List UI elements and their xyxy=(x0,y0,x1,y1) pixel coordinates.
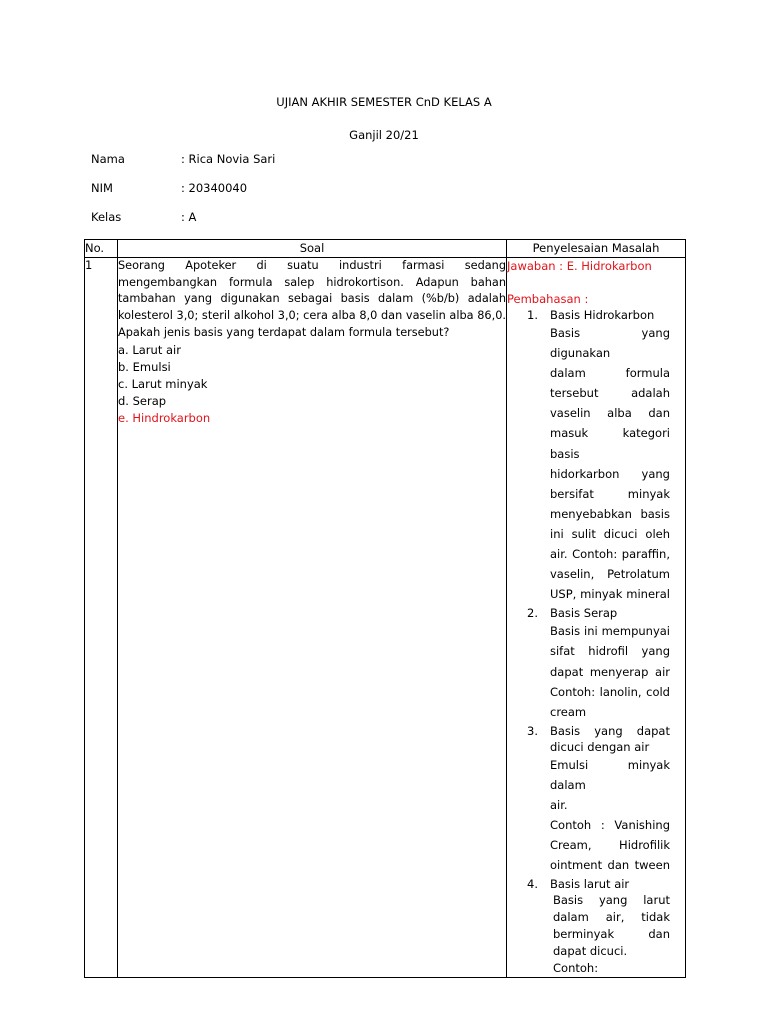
point-line: air. Contoh: paraffin, xyxy=(550,547,670,562)
header-no: No. xyxy=(85,240,118,258)
point-number: 1. xyxy=(527,308,538,322)
point-line: sifat hidrofil yang xyxy=(550,644,670,659)
row-number: 1 xyxy=(85,258,118,978)
option-d: d. Serap xyxy=(118,394,167,409)
table-row xyxy=(85,258,686,978)
point-line: dalam formula xyxy=(550,366,670,381)
point-line: dicuci dengan air xyxy=(550,739,650,754)
list-item xyxy=(507,876,685,977)
point-line: dapat menyerap air xyxy=(550,664,670,679)
point-line: berminyak dan xyxy=(553,927,670,942)
header-penyelesaian: Penyelesaian Masalah xyxy=(507,240,686,258)
point-line: bersifat minyak xyxy=(550,486,670,501)
point-title: Basis yang dapat xyxy=(550,723,670,738)
point-line: dapat dicuci. xyxy=(553,944,628,959)
point-number: 4. xyxy=(527,877,538,892)
question-cell xyxy=(118,258,507,978)
point-line: Emulsi minyak dalam xyxy=(550,757,670,792)
option-e-selected: e. Hindrokarbon xyxy=(118,411,211,426)
point-line: masuk kategori basis xyxy=(550,426,670,461)
point-line: hidorkarbon yang xyxy=(550,466,670,481)
table-header-row xyxy=(85,240,686,258)
list-item xyxy=(507,723,685,876)
name-value: : Rica Novia Sari xyxy=(181,152,276,166)
semester-label: Ganjil 20/21 xyxy=(349,128,419,142)
discussion-title: Pembahasan : xyxy=(507,292,589,306)
point-title: Basis Hidrokarbon xyxy=(550,308,655,322)
answer-cell xyxy=(507,258,686,978)
option-b: b. Emulsi xyxy=(118,359,171,374)
point-line: Cream, Hidrofilik xyxy=(550,838,670,853)
point-line: air. xyxy=(550,797,568,812)
exam-title: UJIAN AKHIR SEMESTER CnD KELAS A xyxy=(276,95,492,109)
name-label: Nama xyxy=(91,152,125,166)
point-line: ini sulit dicuci oleh xyxy=(550,526,670,541)
point-line: tersebut adalah xyxy=(550,386,670,401)
nim-row xyxy=(91,181,491,197)
class-value: : A xyxy=(181,210,197,224)
point-line: Basis ini mempunyai xyxy=(550,624,670,639)
point-title: Basis larut air xyxy=(550,877,630,892)
point-line: Contoh : Vanishing xyxy=(550,818,670,833)
point-line: menyebabkan basis xyxy=(550,506,670,521)
point-number: 2. xyxy=(527,606,538,621)
point-line: Basis yang larut xyxy=(553,893,670,908)
point-line: Basis yang digunakan xyxy=(550,326,670,361)
option-a: a. Larut air xyxy=(118,342,181,357)
nim-value: : 20340040 xyxy=(181,181,248,195)
question-text: Seorang Apoteker di suatu industri farmasi sedang mengembangkan formula salep hidrokortison. Adapun bahan tambahan yang digunakan sebagai basis dalam (%b/b) adalah kolesterol 3,0; steril alkohol 3,0; cera alba 8,0 dan vaselin alba 86,0. Apakah jenis basis yang terdapat dalam formula tersebut? xyxy=(118,259,506,339)
point-title: Basis Serap xyxy=(550,606,618,621)
name-row xyxy=(91,152,491,168)
nim-label: NIM xyxy=(91,181,113,195)
point-line: cream xyxy=(550,704,587,719)
point-line: ointment dan tween xyxy=(550,858,670,873)
point-number: 3. xyxy=(527,723,538,738)
point-line: vaselin alba dan xyxy=(550,406,670,421)
point-line: Contoh: lanolin, cold xyxy=(550,684,670,699)
answer-line: Jawaban : E. Hidrokarbon xyxy=(507,259,652,273)
point-line: Contoh: xyxy=(553,961,599,976)
list-item xyxy=(507,307,685,604)
point-line: dalam air, tidak xyxy=(553,910,670,925)
header-soal: Soal xyxy=(118,240,507,258)
class-label: Kelas xyxy=(91,210,122,224)
point-line: vaselin, Petrolatum xyxy=(550,567,670,582)
list-item xyxy=(507,605,685,721)
exam-table xyxy=(84,239,686,978)
class-row xyxy=(91,210,491,226)
point-line: USP, minyak mineral xyxy=(550,587,670,602)
discussion-list xyxy=(507,307,685,977)
option-c: c. Larut minyak xyxy=(118,376,208,391)
